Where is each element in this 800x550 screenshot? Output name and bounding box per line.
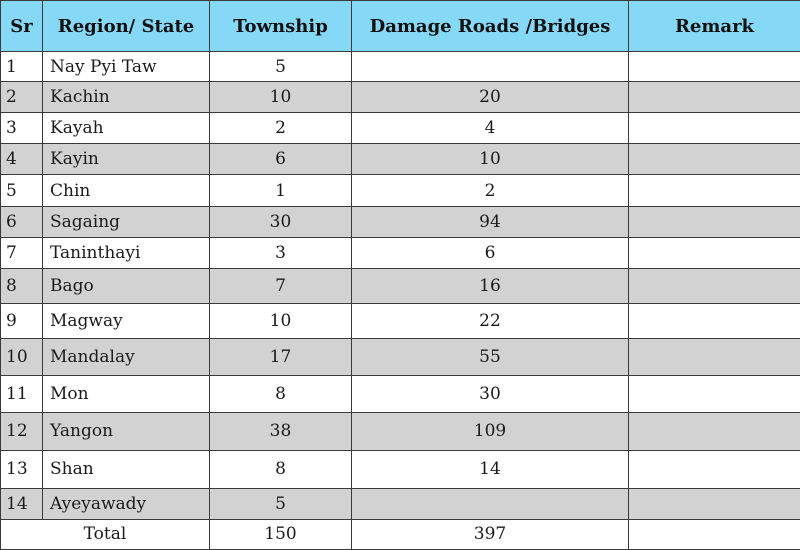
sr-cell: 10 xyxy=(1,339,43,376)
table-row xyxy=(1,450,800,488)
remark-cell xyxy=(629,237,800,268)
damage-cell: 10 xyxy=(352,144,629,175)
table-row xyxy=(1,206,800,237)
table-row xyxy=(1,113,800,144)
sr-cell: 5 xyxy=(1,175,43,206)
header-region: Region/ State xyxy=(43,1,210,52)
region-cell: Kachin xyxy=(43,82,210,113)
total-row xyxy=(1,519,800,549)
damage-cell: 30 xyxy=(352,376,629,413)
table-row xyxy=(1,376,800,413)
region-cell: Nay Pyi Taw xyxy=(43,52,210,82)
sr-cell: 7 xyxy=(1,237,43,268)
remark-cell xyxy=(629,52,800,82)
region-cell: Chin xyxy=(43,175,210,206)
region-cell: Mon xyxy=(43,376,210,413)
table-row xyxy=(1,339,800,376)
table-row xyxy=(1,175,800,206)
header-damage: Damage Roads /Bridges xyxy=(352,1,629,52)
table-row xyxy=(1,144,800,175)
total-label: Total xyxy=(1,519,210,549)
region-cell: Taninthayi xyxy=(43,237,210,268)
region-cell: Kayin xyxy=(43,144,210,175)
remark-cell xyxy=(629,206,800,237)
total-remark xyxy=(629,519,800,549)
table-row xyxy=(1,268,800,303)
region-cell: Bago xyxy=(43,268,210,303)
damage-cell: 55 xyxy=(352,339,629,376)
damage-cell: 14 xyxy=(352,450,629,488)
township-cell: 2 xyxy=(210,113,352,144)
table-row xyxy=(1,304,800,339)
sr-cell: 3 xyxy=(1,113,43,144)
township-cell: 7 xyxy=(210,268,352,303)
remark-cell xyxy=(629,268,800,303)
remark-cell xyxy=(629,376,800,413)
township-cell: 5 xyxy=(210,488,352,519)
township-cell: 38 xyxy=(210,413,352,450)
township-cell: 6 xyxy=(210,144,352,175)
remark-cell xyxy=(629,175,800,206)
region-cell: Mandalay xyxy=(43,339,210,376)
total-township: 150 xyxy=(210,519,352,549)
township-cell: 8 xyxy=(210,376,352,413)
remark-cell xyxy=(629,488,800,519)
header-township: Township xyxy=(210,1,352,52)
header-remark: Remark xyxy=(629,1,800,52)
table-row xyxy=(1,52,800,82)
table-row xyxy=(1,488,800,519)
damage-cell: 16 xyxy=(352,268,629,303)
township-cell: 5 xyxy=(210,52,352,82)
remark-cell xyxy=(629,113,800,144)
sr-cell: 14 xyxy=(1,488,43,519)
township-cell: 8 xyxy=(210,450,352,488)
region-cell: Yangon xyxy=(43,413,210,450)
sr-cell: 1 xyxy=(1,52,43,82)
damage-cell: 22 xyxy=(352,304,629,339)
header-row xyxy=(1,1,800,52)
table-row xyxy=(1,82,800,113)
damage-cell: 2 xyxy=(352,175,629,206)
remark-cell xyxy=(629,450,800,488)
sr-cell: 11 xyxy=(1,376,43,413)
damage-cell: 20 xyxy=(352,82,629,113)
damage-cell: 94 xyxy=(352,206,629,237)
damage-cell xyxy=(352,52,629,82)
damage-cell: 109 xyxy=(352,413,629,450)
damage-cell: 6 xyxy=(352,237,629,268)
header-sr: Sr xyxy=(1,1,43,52)
remark-cell xyxy=(629,413,800,450)
damage-cell xyxy=(352,488,629,519)
township-cell: 10 xyxy=(210,82,352,113)
remark-cell xyxy=(629,304,800,339)
table-body xyxy=(1,52,800,550)
township-cell: 3 xyxy=(210,237,352,268)
region-cell: Kayah xyxy=(43,113,210,144)
sr-cell: 4 xyxy=(1,144,43,175)
damage-cell: 4 xyxy=(352,113,629,144)
region-cell: Ayeyawady xyxy=(43,488,210,519)
township-cell: 10 xyxy=(210,304,352,339)
remark-cell xyxy=(629,339,800,376)
sr-cell: 9 xyxy=(1,304,43,339)
table-row xyxy=(1,413,800,450)
sr-cell: 12 xyxy=(1,413,43,450)
sr-cell: 13 xyxy=(1,450,43,488)
region-cell: Magway xyxy=(43,304,210,339)
region-cell: Shan xyxy=(43,450,210,488)
sr-cell: 8 xyxy=(1,268,43,303)
township-cell: 30 xyxy=(210,206,352,237)
remark-cell xyxy=(629,82,800,113)
township-cell: 1 xyxy=(210,175,352,206)
total-damage: 397 xyxy=(352,519,629,549)
region-cell: Sagaing xyxy=(43,206,210,237)
sr-cell: 6 xyxy=(1,206,43,237)
remark-cell xyxy=(629,144,800,175)
township-cell: 17 xyxy=(210,339,352,376)
table-row xyxy=(1,237,800,268)
sr-cell: 2 xyxy=(1,82,43,113)
